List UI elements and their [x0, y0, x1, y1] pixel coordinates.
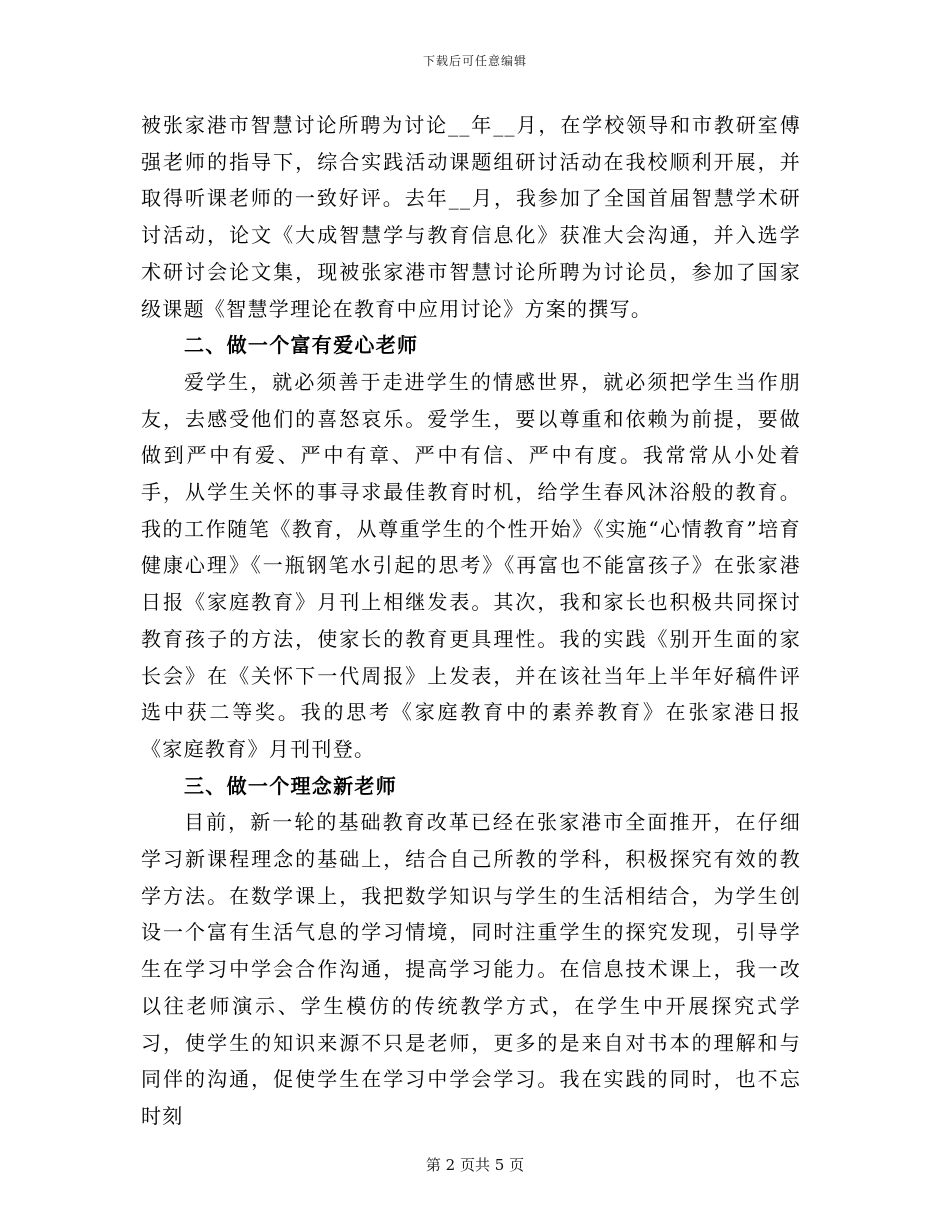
page-header: 下载后可任意编辑 [422, 54, 527, 68]
paragraph-section-2: 爱学生，就必须善于走进学生的情感世界，就必须把学生当作朋友，去感受他们的喜怒哀乐。爱学生，要以尊重和依赖为前提，要做做到严中有爱、严中有章、严中有信、严中有度。我常常从小处着手，从学生关怀的事寻求最佳教育时机，给学生春风沐浴般的教育。我的工作随笔《教育，从尊重学生的个性开始》《实施“心情教育”培育健康心理》《一瓶钢笔水引起的思考》《再富也不能富孩子》在张家港日报《家庭教育》月刊上相继发表。其次，我和家长也积极共同探讨教育孩子的方法，使家长的教育更具理性。我的实践《别开生面的家长会》在《关怀下一代周报》上发表，并在该社当年上半年好稿件评选中获二等奖。我的思考《家庭教育中的素养教育》在张家港日报《家庭教育》月刊刊登。 [141, 369, 801, 761]
document-body [141, 107, 801, 1135]
page-footer: 第 2 页共 5 页 [425, 1156, 525, 1174]
paragraph-intro: 被张家港市智慧讨论所聘为讨论__年__月，在学校领导和市教研室傅强老师的指导下，综合实践活动课题组研讨活动在我校顺利开展，并取得听课老师的一致好评。去年__月，我参加了全国首届智慧学术研讨活动，论文《大成智慧学与教育信息化》获准大会沟通，并入选学术研讨会论文集，现被张家港市智慧讨论所聘为讨论员，参加了国家级课题《智慧学理论在教育中应用讨论》方案的撰写。 [141, 113, 801, 321]
section-heading-2: 二、做一个富有爱心老师 [184, 333, 419, 358]
section-heading-3: 三、做一个理念新老师 [184, 773, 397, 798]
paragraph-section-3: 目前，新一轮的基础教育改革已经在张家港市全面推开，在仔细学习新课程理念的基础上，结合自己所教的学科，积极探究有效的教学方法。在数学课上，我把数学知识与学生的生活相结合，为学生创设一个富有生活气息的学习情境，同时注重学生的探究发现，引导学生在学习中学会合作沟通，提高学习能力。在信息技术课上，我一改以往老师演示、学生模仿的传统教学方式，在学生中开展探究式学习，使学生的知识来源不只是老师，更多的是来自对书本的理解和与同伴的沟通，促使学生在学习中学会学习。我在实践的同时，也不忘时刻 [141, 810, 801, 1128]
